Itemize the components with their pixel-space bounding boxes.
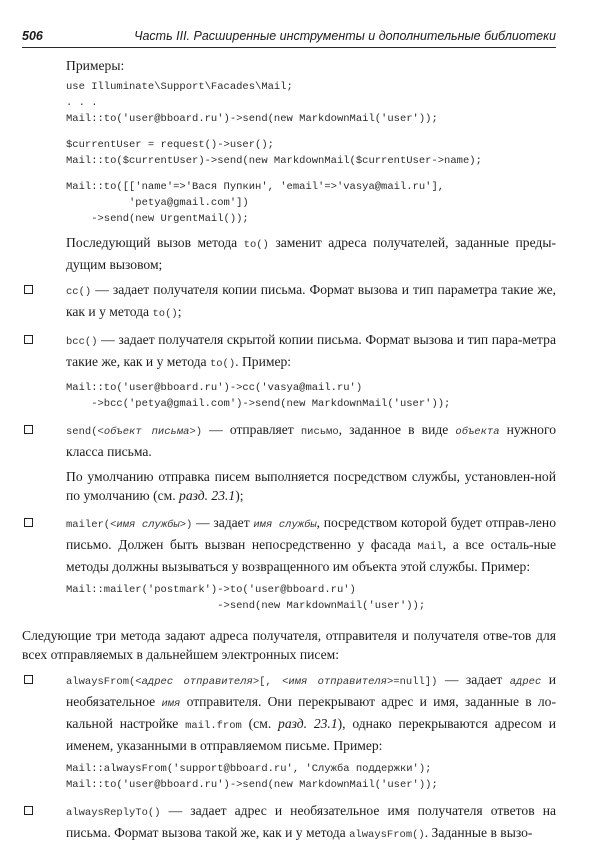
examples-label: Примеры:	[66, 58, 125, 73]
code-block-mailer	[66, 582, 556, 614]
code-line: Mail::to('user@bboard.ru')->send(new MarkdownMail('user'));	[66, 779, 438, 791]
code-line: Mail::mailer('postmark')->to('user@bboard.ru')	[66, 584, 356, 596]
checkbox-bullet-icon	[24, 675, 33, 684]
code-block-cc-bcc	[66, 380, 556, 412]
code-line: $currentUser = request()->user();	[66, 139, 274, 151]
paragraph-default-service: По умолчанию отправка писем выполняется посредством службы, установлен-ной по умолчанию (см. разд. 23.1);	[66, 469, 556, 503]
checkbox-bullet-icon	[24, 285, 33, 294]
page-header	[22, 27, 556, 48]
list-item-alwaysreplyto: alwaysReplyTo() — задает адрес и необязательное имя получателя ответов на письма. Формат вызова такой же, как и у метода alwaysFrom(). Заданные в вызо-	[22, 801, 556, 845]
code-block-alwaysfrom	[66, 761, 556, 793]
code-line: ->bcc('petya@gmail.com')->send(new MarkdownMail('user'));	[66, 398, 451, 410]
code-line: 'petya@gmail.com'])	[66, 197, 249, 209]
paragraph-three-methods: Следующие три метода задают адреса получателя, отправителя и получателя отве-тов для всех отправляемых в дальнейшем электронных писем:	[22, 628, 556, 662]
page-number: 506	[22, 29, 43, 43]
paragraph-to-override: Последующий вызов метода to() заменит адреса получателей, заданные преды-дущим вызовом;	[66, 235, 557, 272]
list-item-mailer: mailer(<имя службы>) — задает имя службы, посредством которой будет отправ-лено письмо. Должен быть вызван непосредственно у фасада Mail, а все осталь-ные методы должны вызываться у возвращенного им объекта этой службы. Пример:	[22, 513, 556, 576]
code-line: Mail::to([['name'=>'Вася Пупкин', 'email'=>'vasya@mail.ru'],	[66, 181, 445, 193]
code-line: ->send(new UrgentMail());	[66, 213, 249, 225]
checkbox-bullet-icon	[24, 806, 33, 815]
code-line: Mail::to('user@bboard.ru')->cc('vasya@mail.ru')	[66, 382, 363, 394]
checkbox-bullet-icon	[24, 335, 33, 344]
code-line: ->send(new MarkdownMail('user'));	[66, 600, 426, 612]
checkbox-bullet-icon	[24, 425, 33, 434]
code-line: Mail::alwaysFrom('support@bboard.ru', 'Служба поддержки');	[66, 763, 432, 775]
list-item-cc: cc() — задает получателя копии письма. Формат вызова и тип параметра такие же, как и у метода to();	[22, 280, 556, 324]
code-line: use Illuminate\Support\Facades\Mail;	[66, 81, 293, 93]
part-title: Часть III. Расширенные инструменты и дополнительные библиотеки	[134, 29, 556, 43]
list-item-alwaysfrom: alwaysFrom(<адрес отправителя>[, <имя отправителя>=null]) — задает адрес и необязательное имя отправителя. Они перекрывают адрес и имя, заданные в ло-кальной настройке mail.from (см. разд. 23.1), однако перекрываются адресом и именем, указанными в отправляемом письме. Пример:	[22, 670, 556, 755]
page-body	[22, 56, 556, 845]
code-line: Mail::to($currentUser)->send(new MarkdownMail($currentUser->name);	[66, 155, 482, 167]
code-line: Mail::to('user@bboard.ru')->send(new MarkdownMail('user'));	[66, 113, 438, 125]
list-item-bcc: bcc() — задает получателя скрытой копии письма. Формат вызова и тип пара-метра такие же, как и у метода to(). Пример:	[22, 330, 556, 374]
list-item-send: send(<объект письма>) — отправляет письмо, заданное в виде объекта нужного класса письма.	[22, 420, 556, 461]
code-line: . . .	[66, 97, 98, 109]
code-block-mail-to	[66, 79, 556, 227]
checkbox-bullet-icon	[24, 518, 33, 527]
